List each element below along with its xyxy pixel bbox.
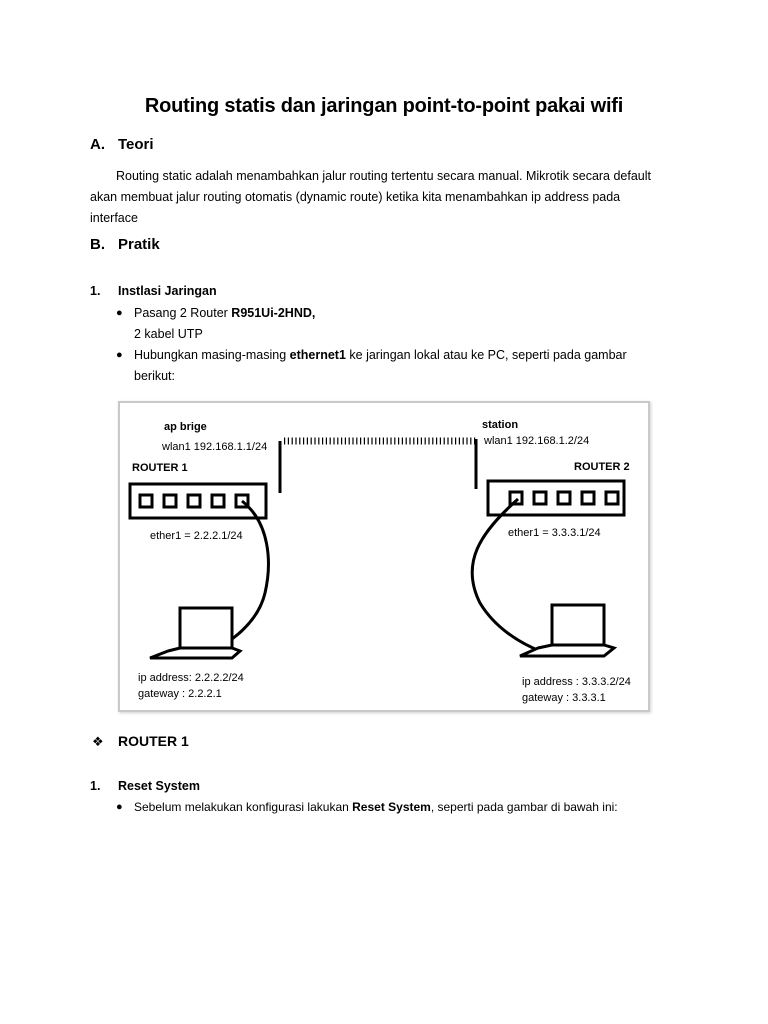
left-gateway-label: gateway : 2.2.2.1 [138,688,222,700]
section-b-label: Pratik [118,236,160,253]
left-router-label: ROUTER 1 [132,462,188,474]
bullet-dot-icon: ● [116,801,123,813]
bullet-dot-icon: ● [116,307,123,319]
diamond-bullet-icon: ❖ [92,734,104,749]
bullet2-line2: berikut: [134,369,175,383]
right-ether-label: ether1 = 3.3.3.1/24 [508,527,601,539]
left-ether-label: ether1 = 2.2.2.1/24 [150,530,243,542]
list-item [116,303,676,345]
interface-name: ethernet1 [289,348,346,362]
theory-paragraph-cont [90,187,680,229]
step1-heading [90,284,217,298]
right-mode-label: station [482,419,519,431]
router1-label: ROUTER 1 [118,733,189,749]
page-title: Routing statis dan jaringan point-to-point pakai wifi [144,95,624,117]
left-laptop-icon [150,608,240,658]
left-ip-label: ip address: 2.2.2.2/24 [138,672,244,684]
section-b-letter: B. [90,236,105,253]
router1-heading [92,733,189,750]
left-mode-label: ap brige [164,421,207,433]
network-diagram [118,401,650,712]
right-cable [472,499,540,651]
step1-num: 1. [90,284,101,298]
right-wlan-label: wlan1 192.168.1.2/24 [484,435,590,447]
right-router-label: ROUTER 2 [574,461,630,473]
reset-bullet-bold: Reset System [352,800,431,814]
reset-bullet-suffix: , seperti pada gambar di bawah ini: [430,800,618,814]
theory-paragraph [90,166,680,187]
bullet1-text: Pasang 2 Router [134,306,232,320]
right-laptop-icon [520,605,614,656]
theory-line-3: interface [90,211,138,225]
router-model: R951Ui-2HND, [231,306,316,320]
bullet1-line2: 2 kabel UTP [134,327,203,341]
section-b-heading [90,236,160,253]
section-a-heading [90,136,154,153]
section-a-label: Teori [118,136,154,153]
reset-heading [90,779,200,793]
reset-label: Reset System [118,779,200,793]
right-ip-label: ip address : 3.3.3.2/24 [522,676,631,688]
right-gateway-label: gateway : 3.3.3.1 [522,692,606,704]
left-wlan-label: wlan1 192.168.1.1/24 [162,441,268,453]
bullet2-suffix: ke jaringan lokal atau ke PC, seperti pada gambar [345,348,627,362]
bullet-dot-icon: ● [116,349,123,361]
theory-line-1: Routing static adalah menambahkan jalur routing tertentu secara manual. Mikrotik secara default [116,169,652,183]
theory-line-2: akan membuat jalur routing otomatis (dynamic route) ketika kita menambahkan ip address pada [90,190,621,204]
section-a-letter: A. [90,136,105,153]
bullet2-text: Hubungkan masing-masing [134,348,290,362]
step1-label: Instlasi Jaringan [118,284,217,298]
list-item [116,345,676,387]
reset-num: 1. [90,779,101,793]
reset-bullet-text: Sebelum melakukan konfigurasi lakukan [134,800,353,814]
list-item [116,797,676,818]
